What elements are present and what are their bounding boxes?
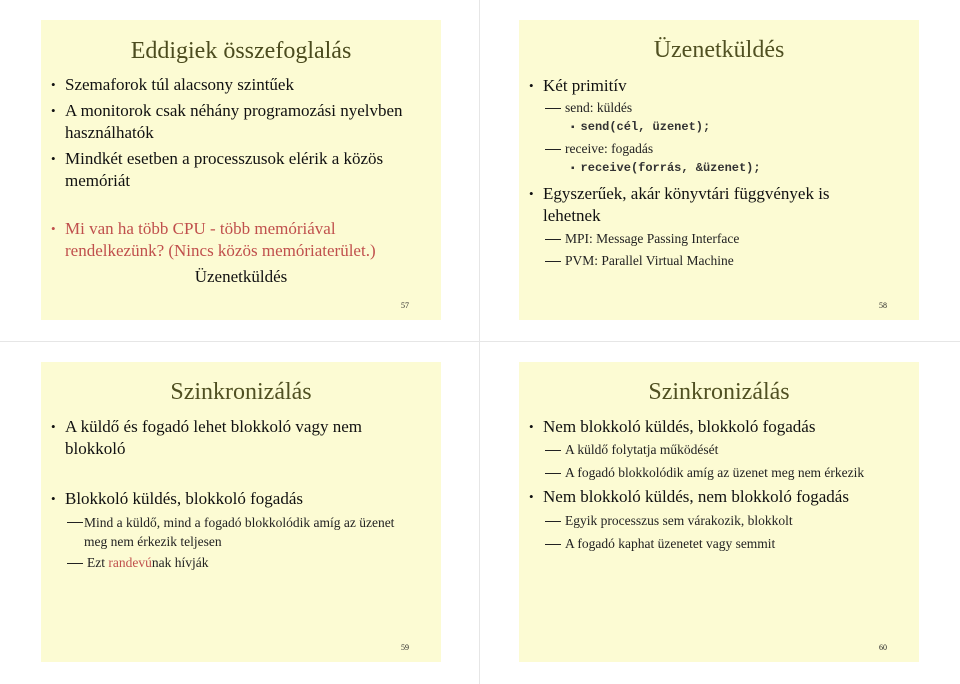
dash-icon <box>545 473 561 474</box>
sub-item: Mind a küldő, mind a fogadó blokkolódik amíg az üzenet meg nem érkezik teljesen <box>84 515 395 549</box>
highlight-word: randevú <box>108 555 152 570</box>
square-bullet-icon: ▪ <box>571 163 575 174</box>
bullet-dot-icon: • <box>51 221 56 236</box>
sub-item: Ezt randevúnak hívják <box>67 554 208 572</box>
sub-item: A küldő folytatja működését <box>545 441 718 459</box>
slide-57 <box>41 20 441 320</box>
dash-icon <box>67 522 83 523</box>
sub-item: receive: fogadás <box>545 140 653 158</box>
bullet-item: • Mindkét esetben a processzusok elérik a közös memóriát <box>51 149 384 190</box>
dash-icon <box>545 108 561 109</box>
horizontal-divider <box>0 341 960 342</box>
code-line: ▪ send(cél, üzenet); <box>571 120 711 134</box>
sub-item: Egyik processzus sem várakozik, blokkolt <box>545 512 793 530</box>
slide-59 <box>41 362 441 662</box>
bullet-item-highlight: • Mi van ha több CPU - több memóriával rendelkezünk? (Nincs közös memóriaterület.) <box>51 219 376 260</box>
code-line: ▪ receive(forrás, &üzenet); <box>571 161 761 175</box>
page-number: 57 <box>401 301 409 310</box>
slide-title: Eddigiek összefoglalás <box>130 38 352 64</box>
sub-item: A fogadó blokkolódik amíg az üzenet meg nem érkezik <box>545 464 864 482</box>
slide-60 <box>519 362 919 662</box>
bullet-item: • Két primitív <box>529 76 627 95</box>
dash-icon <box>545 149 561 150</box>
dash-icon <box>545 261 561 262</box>
bullet-dot-icon: • <box>529 419 534 434</box>
bullet-item: • A monitorok csak néhány programozási nyelvben használhatók <box>51 101 403 142</box>
bullet-dot-icon: • <box>51 491 56 506</box>
bullet-item: • Nem blokkoló küldés, blokkoló fogadás <box>529 417 816 436</box>
sub-item: send: küldés <box>545 99 632 117</box>
bullet-item: • Blokkoló küldés, blokkoló fogadás <box>51 489 303 508</box>
slide-58 <box>519 20 919 320</box>
dash-icon <box>545 239 561 240</box>
slide-title: Üzenetküldés <box>653 37 785 63</box>
dash-icon <box>545 521 561 522</box>
bullet-dot-icon: • <box>529 489 534 504</box>
bullet-item: • Nem blokkoló küldés, nem blokkoló fogadás <box>529 487 849 506</box>
bullet-item: • A küldő és fogadó lehet blokkoló vagy nem blokkoló <box>51 417 362 458</box>
bullet-dot-icon: • <box>529 78 534 93</box>
sub-item: PVM: Parallel Virtual Machine <box>545 252 734 270</box>
bullet-dot-icon: • <box>51 419 56 434</box>
bullet-item: • Egyszerűek, akár könyvtári függvények is lehetnek <box>529 184 830 225</box>
page-number: 58 <box>879 301 887 310</box>
dash-icon <box>67 563 83 564</box>
bullet-dot-icon: • <box>529 186 534 201</box>
page-number: 59 <box>401 643 409 652</box>
sub-item: A fogadó kaphat üzenetet vagy semmit <box>545 535 775 553</box>
slide-title: Szinkronizálás <box>170 379 312 405</box>
footer-text: Üzenetküldés <box>194 267 288 286</box>
vertical-divider <box>479 0 480 684</box>
bullet-dot-icon: • <box>51 103 56 118</box>
bullet-dot-icon: • <box>51 77 56 92</box>
sub-item: MPI: Message Passing Interface <box>545 230 739 248</box>
page-number: 60 <box>879 643 887 652</box>
dash-icon <box>545 450 561 451</box>
bullet-dot-icon: • <box>51 151 56 166</box>
bullet-item: • Szemaforok túl alacsony szintűek <box>51 75 294 94</box>
square-bullet-icon: ▪ <box>571 122 575 133</box>
slide-title: Szinkronizálás <box>648 379 790 405</box>
dash-icon <box>545 544 561 545</box>
